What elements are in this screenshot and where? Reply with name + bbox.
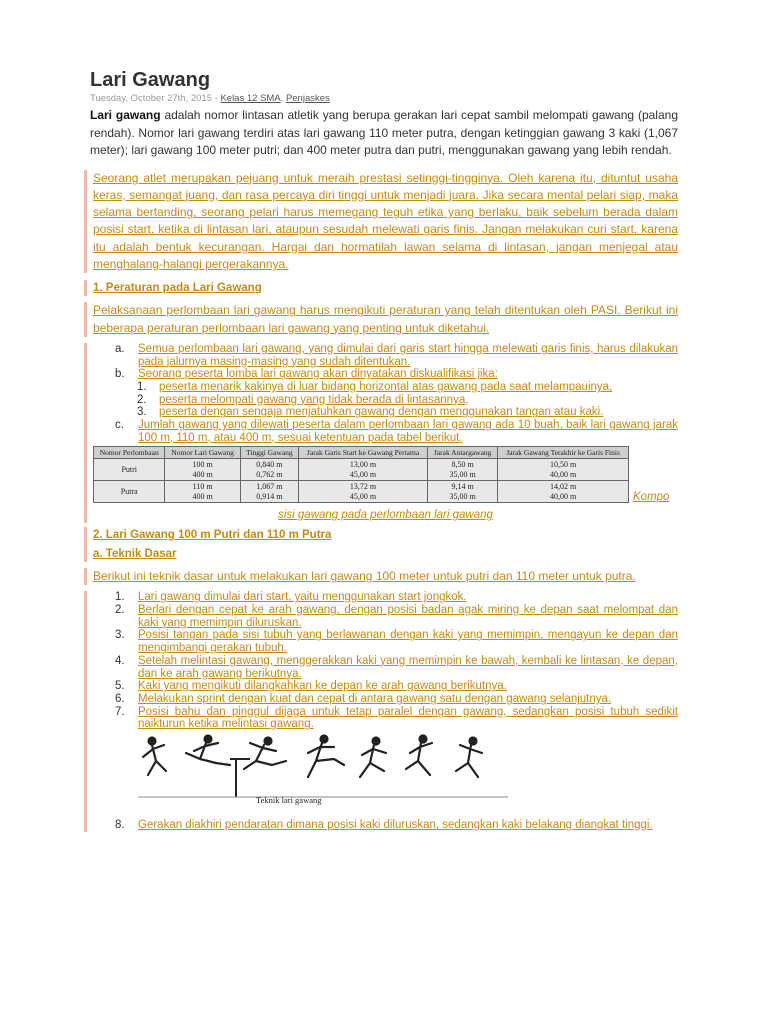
- table-row: Putra 110 m 400 m 1,067 m 0,914 m 13,72 m 45,00 m 9,14 m 35,00 m 14,02 m 40,00 m: [94, 481, 629, 503]
- section2-intro-block: [84, 568, 678, 585]
- section2-intro-link[interactable]: Berikut ini teknik dasar untuk melakukan lari gawang 100 meter untuk putri dan 110 meter untuk putra.: [93, 569, 636, 583]
- quote-link[interactable]: Seorang atlet merupakan pejuang untuk meraih prestasi setinggi-tingginya. Oleh karena itu, dituntut usaha keras, semangat juang, dan rasa percaya diri tinggi untuk menjadi juara. Jika secara mental pelari siap, maka selama bertanding, seorang pelari harus memegang teguh etika yang berlaku, baik sebelum berada dalam posisi start, ketika di lintasan lari, ataupun sesudah melewati garis finis. Jangan melakukan curi start, karena itu adalah bentuk kecurangan. Hargai dan hormatilah lawan selama di lintasan, jangan menjegal atau menghalang-halangi pergerakannya.: [93, 170, 678, 271]
- hurdle-technique-figure: [138, 731, 678, 809]
- sub-list-item: 3. peserta dengan sengaja menjatuhkan gawang dengan menggunakan tangan atau kaki.: [137, 406, 604, 419]
- list-item: c. Jumlah gawang yang dilewati peserta dalam perlombaan lari gawang ada 10 buah, baik lari gawang jarak 100 m, 110 m, atau 400 m, sesuai ketentuan pada tabel berikut.: [115, 419, 678, 444]
- intro-term: Lari gawang: [90, 108, 161, 122]
- category-link-penjaskes[interactable]: Penjaskes: [285, 93, 330, 104]
- article: [90, 68, 678, 832]
- figure-caption: Teknik lari gawang: [256, 795, 322, 806]
- technique-list-cont: [93, 819, 678, 832]
- sub-list-item: 1. peserta menarik kakinya di luar bidang horizontal atas gawang pada saat melampauinya,: [137, 380, 613, 393]
- table-row: Putri 100 m 400 m 0,840 m 0,762 m 13,00 m 45,00 m 8,50 m 35,00 m 10,50 m 40,00 m: [94, 459, 629, 481]
- list-item: a. Semua perlombaan lari gawang, yang dimulai dari garis start hingga melewati garis finis, harus dilakukan pada jalurnya masing-masing yang sudah ditentukan.: [115, 342, 678, 368]
- sub-list-item: 2. peserta melompati gawang yang tidak berada di lintasannya,: [137, 393, 469, 406]
- list-item: 7. Posisi bahu dan pinggul dijaga untuk tetap paralel dengan gawang, sedangkan posisi tubuh sedikit naikturun ketika melintasi gawang.: [115, 705, 678, 731]
- rules-list-block: [84, 343, 678, 523]
- list-item: b. Seorang peserta lomba lari gawang akan dinyatakan diskualifikasi jika:: [115, 368, 498, 381]
- list-item: 6. Melakukan sprint dengan kuat dan cepat di antara gawang satu dengan gawang selanjutnya.: [115, 692, 612, 705]
- list-item: 2. Berlari dengan cepat ke arah gawang, dengan posisi badan agak miring ke depan saat melompat dan kaki yang memimpin diluruskan.: [115, 604, 678, 629]
- list-item: 1. Lari gawang dimulai dari start, yaitu menggunakan start jongkok.: [115, 591, 467, 604]
- technique-list-block: [84, 591, 678, 831]
- intro-paragraph: Lari gawang adalah nomor lintasan atletik yang berupa gerakan lari cepat sambil melompati gawang (palang rendah). Nomor lari gawang terdiri atas lari gawang 110 meter putra, dengan ketinggian gawang 3 kaki (1,067 meter); lari gawang 100 meter putri; dan 400 meter putra dan putri, menggunakan gawang yang lebih rendah.: [90, 108, 678, 157]
- section1-intro-block: [84, 302, 678, 337]
- list-item: 5. Kaki yang mengikuti dilangkahkan ke depan ke arah gawang berikutnya.: [115, 680, 507, 693]
- list-item: 8. Gerakan diakhiri pendaratan dimana posisi kaki diluruskan, sedangkan kaki belakang diangkat tinggi.: [115, 819, 653, 832]
- technique-list: [93, 591, 678, 731]
- section2-subheading[interactable]: a. Teknik Dasar: [93, 548, 177, 560]
- table-caption-end[interactable]: sisi gawang pada perlombaan lari gawang: [278, 509, 493, 521]
- category-link-kelas12[interactable]: Kelas 12 SMA: [220, 93, 281, 104]
- section2-heading-block: [84, 527, 678, 562]
- section1-intro-link[interactable]: Pelaksanaan perlombaan lari gawang harus mengikuti peraturan yang telah ditentukan oleh PASI. Berikut ini beberapa peraturan perlombaan lari gawang yang penting untuk diketahui.: [93, 303, 678, 335]
- section2-heading[interactable]: 2. Lari Gawang 100 m Putri dan 110 m Putra: [93, 529, 332, 541]
- section1-heading[interactable]: 1. Peraturan pada Lari Gawang: [93, 282, 262, 295]
- list-item: 3. Posisi tangan pada sisi tubuh yang berlawanan dengan kaki yang memimpin, mengayun ke depan dan mengimbangi gerakan tubuh.: [115, 629, 678, 655]
- blockquote: [84, 170, 678, 274]
- section1-heading-block: [84, 280, 678, 296]
- post-meta: Tuesday, October 27th, 2015 - Kelas 12 SMA, Penjaskes: [90, 93, 330, 104]
- list-item: 4. Setelah melintasi gawang, menggerakkan kaki yang memimpin ke bawah, kembali ke lintasan, ke depan, dan ke arah gawang berikutnya.: [115, 654, 678, 680]
- hurdle-rules-table: Nomor Perlombaan Nomor Lari Gawang Tinggi Gawang Jarak Garis Start ke Gawang Pertama Jarak Antargawang Jarak Gawang Terakhir ke Garis Finis Putri 100 m 400 m 0,840 m 0,762 m 13,00 m 45,00 m 8,50 m 35,00 m 10,50 m 40,00 m Putra 110 m 400 m 1,067 m 0,914 m 13,72 m 45,00 m 9,14 m 35,00 m 14,02 m 40,00 m: [93, 446, 629, 504]
- table-caption-start[interactable]: Kompo: [633, 491, 670, 503]
- hurdlers-illustration: [138, 731, 508, 809]
- rules-list: [93, 343, 678, 445]
- post-date: Tuesday, October 27th, 2015: [90, 93, 212, 104]
- page-title: Lari Gawang: [90, 69, 211, 91]
